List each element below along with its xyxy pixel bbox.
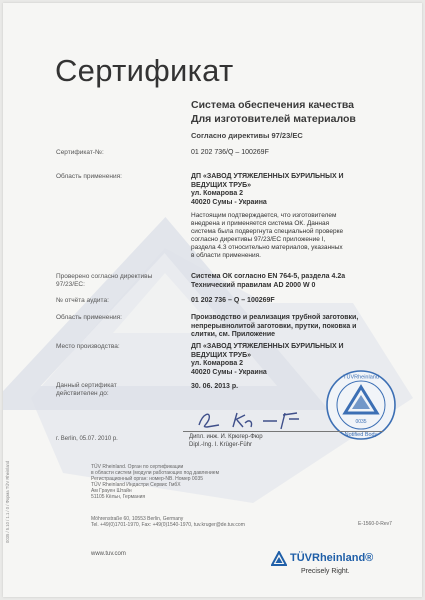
seal-top-text: TÜVRheinland — [343, 374, 379, 381]
confirmation-line-2: внедрена и применяется система ОК. Данная — [191, 220, 330, 227]
report-value: 01 202 736 – Q – 100269F — [191, 297, 275, 304]
scope-address-line-2: 40020 Сумы - Украина — [191, 198, 267, 206]
application-line-2: непрерывнолитой заготовки, прутки, поковка и — [191, 322, 357, 330]
footer-note-line-3: Регистрационный орган: номер-NB. Номер 0035 — [91, 476, 204, 482]
application-line-1: Производство и реализация трубной заготовки, — [191, 314, 359, 321]
footer-note-line-1: TÜV Rheinland. Орган по сертификации — [91, 464, 184, 470]
verified-label — [56, 273, 152, 289]
application-line-3: слитки, см. Приложение — [191, 331, 276, 338]
signer-block — [189, 434, 263, 449]
validity-label-line-2: действителен до: — [56, 390, 109, 397]
footer-address-line-2: Tel. +49(0)1701-1970, Fax: +49(0)1540-1970, tuv.kruger@de.tuv.com — [91, 522, 245, 528]
seal-number: 0035 — [355, 419, 367, 425]
footer-note-line-2: в области систем (модули работающих под давлением — [91, 470, 220, 476]
production-address-line-2: 40020 Сумы - Украина — [191, 368, 267, 376]
confirmation-line-6: в области применения. — [191, 252, 261, 259]
validity-label — [56, 382, 117, 398]
system-line-1: Система обеспечения качества — [191, 99, 355, 111]
footer-address-line-1: Möhrenstraße 60, 10553 Berlin, Germany — [91, 516, 184, 522]
confirmation-line-4: согласно директивы 97/23/EC приложение I, — [191, 236, 326, 243]
place-date: г. Berlin, 05.07. 2010 р. — [56, 436, 118, 442]
production-company-line-2: ВЕДУЩИХ ТРУБ» — [191, 351, 252, 359]
side-text: 0035 / 5.10 / 1.1 / 0 / Форма TÜV Rheinland — [5, 460, 10, 543]
footer-address — [91, 516, 245, 528]
footer-code: E-1560-0-Rev7 — [358, 521, 392, 527]
report-label: № отчёта аудита: — [56, 297, 109, 304]
seal-bottom-text: Notified Body — [344, 432, 378, 438]
footer-website: www.tuv.com — [91, 551, 126, 557]
validity-value: 30. 06. 2013 р. — [191, 383, 239, 390]
signer-ru: Дипл. инж. И. Крюгер-Фюр — [189, 434, 263, 440]
confirmation-line-5: раздела 4.3 относительно материалов, указанных — [191, 244, 343, 251]
page-title: Сертификат — [55, 53, 234, 88]
production-company-line-1: ДП «ЗАВОД УТЯЖЕЛЕННЫХ БУРИЛЬНЫХ И — [191, 343, 344, 350]
scope-company-line-2: ВЕДУЩИХ ТРУБ» — [191, 181, 252, 189]
signer-de: Dipl.-Ing. I. Krüger-Führ — [189, 441, 253, 448]
tuv-brand-triangle-icon — [271, 551, 287, 567]
confirmation-text — [191, 212, 391, 260]
scope-address-line-1: ул. Комарова 2 — [191, 190, 244, 197]
validity-label-line-1: Данный сертификат — [56, 382, 117, 389]
application-value — [191, 314, 391, 340]
footer-note-line-5: Ам Грауен Штайн — [91, 488, 132, 494]
footer-note-line-4: TÜV Rheinland Индастри Сервис ГмбХ — [91, 482, 181, 488]
certificate-page — [3, 3, 422, 597]
footer-note-line-6: 51105 Кёльн, Германия — [91, 494, 146, 500]
signature-line — [183, 431, 383, 432]
verified-label-line-2: 97/23/EC: — [56, 281, 85, 288]
confirmation-line-1: Настоящим подтверждается, что изготовителем — [191, 212, 337, 219]
system-line-2: Для изготовителей материалов — [191, 113, 356, 125]
footer-note — [91, 464, 219, 500]
directive-text: Согласно директивы 97/23/EC — [191, 131, 303, 140]
verified-value-line-2: Технический правилам AD 2000 W 0 — [191, 281, 316, 289]
cert-no-value: 01 202 736/Q – 100269F — [191, 149, 269, 156]
scope-company — [191, 173, 391, 207]
application-label: Область применения: — [56, 314, 122, 321]
production-label: Место производства: — [56, 343, 120, 350]
cert-no-label: Сертификат-№: — [56, 149, 104, 156]
scope-company-line-1: ДП «ЗАВОД УТЯЖЕЛЕННЫХ БУРИЛЬНЫХ И — [191, 173, 344, 180]
brand-tagline: Precisely Right. — [301, 568, 350, 575]
brand-name: TÜVRheinland® — [290, 552, 374, 564]
verified-value-line-1: Система ОК согласно EN 764-5, раздела 4.2а — [191, 273, 346, 280]
production-address-line-1: ул. Комарова 2 — [191, 360, 244, 367]
verified-value — [191, 273, 391, 290]
confirmation-line-3: система была подвергнута специальной проверке — [191, 228, 344, 235]
signature-scribble-icon — [193, 405, 343, 433]
verified-label-line-1: Проверено согласно директивы — [56, 273, 153, 280]
scope-label: Область применения: — [56, 173, 122, 180]
